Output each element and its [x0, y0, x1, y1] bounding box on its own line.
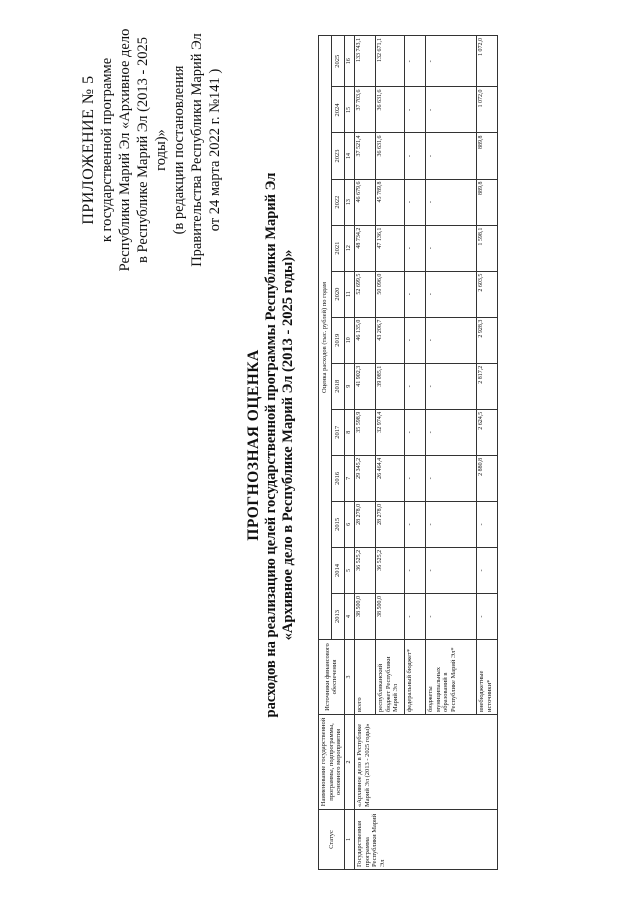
value-cell: 2 603,5 [477, 271, 498, 317]
appendix-line: Республики Марий Эл «Архивное дело [117, 28, 133, 272]
header-estimate: Оценка расходов (тыс. рублей) по годам [319, 36, 332, 640]
value-cell: - [426, 409, 477, 455]
year-header: 2019 [331, 317, 344, 363]
value-cell: 1 072,0 [477, 87, 498, 133]
year-header: 2020 [331, 271, 344, 317]
value-cell: - [426, 271, 477, 317]
value-cell: 2 880,8 [477, 455, 498, 501]
year-header: 2025 [331, 36, 344, 87]
column-number: 8 [344, 409, 355, 455]
year-header: 2013 [331, 593, 344, 639]
column-number: 10 [344, 317, 355, 363]
value-cell: - [426, 179, 477, 225]
value-cell: 36 525,2 [355, 547, 376, 593]
column-number: 1 [344, 810, 355, 870]
value-cell: - [426, 593, 477, 639]
value-cell: - [426, 317, 477, 363]
table-row [355, 36, 376, 870]
column-number: 6 [344, 501, 355, 547]
column-number: 12 [344, 225, 355, 271]
value-cell: 132 671,1 [376, 36, 405, 87]
column-number: 5 [344, 547, 355, 593]
value-cell: 36 525,2 [376, 547, 405, 593]
source-cell: бюджеты муниципальных образований в Республике Марий Эл* [426, 640, 477, 715]
year-header: 2021 [331, 225, 344, 271]
value-cell: - [405, 455, 426, 501]
value-cell: - [477, 593, 498, 639]
year-header: 2024 [331, 87, 344, 133]
value-cell: - [426, 363, 477, 409]
value-cell: 50 096,0 [376, 271, 405, 317]
value-cell: 2 624,5 [477, 409, 498, 455]
value-cell: 1 598,1 [477, 225, 498, 271]
value-cell: - [405, 593, 426, 639]
value-cell: - [405, 225, 426, 271]
appendix-date: от 24 марта 2022 г. №141 ) [207, 68, 223, 232]
value-cell: 41 902,3 [355, 363, 376, 409]
value-cell: - [405, 317, 426, 363]
column-number: 14 [344, 133, 355, 179]
value-cell: 39 085,1 [376, 363, 405, 409]
value-cell: - [477, 547, 498, 593]
title-program: «Архивное дело в Республике Марий Эл (2013 - 2025 годы)» [280, 249, 296, 641]
value-cell: 26 464,4 [376, 455, 405, 501]
value-cell: 38 500,0 [355, 593, 376, 639]
value-cell: - [405, 363, 426, 409]
value-cell: 32 974,4 [376, 409, 405, 455]
column-number: 7 [344, 455, 355, 501]
column-number: 13 [344, 179, 355, 225]
value-cell: 46 135,0 [355, 317, 376, 363]
value-cell: 133 743,1 [355, 36, 376, 87]
year-header: 2023 [331, 133, 344, 179]
value-cell: 36 631,6 [376, 87, 405, 133]
source-cell: внебюджетные источники* [477, 640, 498, 715]
value-cell: 45 789,8 [376, 179, 405, 225]
value-cell: - [405, 501, 426, 547]
source-cell: республиканский бюджет Республики Марий Эл [376, 640, 405, 715]
appendix-block [80, 15, 224, 285]
value-cell: - [426, 225, 477, 271]
value-cell: 29 345,2 [355, 455, 376, 501]
value-cell: 35 598,9 [355, 409, 376, 455]
value-cell: - [405, 179, 426, 225]
value-cell: 36 631,6 [376, 133, 405, 179]
value-cell: 889,8 [477, 179, 498, 225]
year-header: 2018 [331, 363, 344, 409]
status-cell: Государственная программа Республики Марий Эл [355, 810, 498, 870]
appendix-line: к государственной программе [99, 57, 115, 243]
value-cell: - [426, 87, 477, 133]
title-main: ПРОГНОЗНАЯ ОЦЕНКА [245, 349, 262, 541]
column-number: 15 [344, 87, 355, 133]
value-cell: 46 679,6 [355, 179, 376, 225]
header-name: Наименование государственной программы, подпрограммы, основного мероприятия [319, 715, 345, 810]
value-cell: - [405, 409, 426, 455]
estimate-table [318, 35, 498, 870]
value-cell: 47 136,1 [376, 225, 405, 271]
header-status: Статус [319, 810, 345, 870]
source-cell: федеральный бюджет* [405, 640, 426, 715]
year-header: 2014 [331, 547, 344, 593]
value-cell: - [426, 133, 477, 179]
value-cell: - [405, 133, 426, 179]
value-cell: - [426, 501, 477, 547]
value-cell: - [477, 501, 498, 547]
value-cell: 2 928,3 [477, 317, 498, 363]
column-number: 3 [344, 640, 355, 715]
value-cell: 1 072,0 [477, 36, 498, 87]
value-cell: 52 699,5 [355, 271, 376, 317]
title-sub: расходов на реализацию целей государственной программы Республики Марий Эл [263, 172, 279, 718]
appendix-line: Правительства Республики Марий Эл [189, 33, 205, 267]
year-header: 2022 [331, 179, 344, 225]
value-cell: - [405, 36, 426, 87]
column-number: 11 [344, 271, 355, 317]
value-cell: - [405, 547, 426, 593]
program-name-cell: «Архивное дело в Республике Марий Эл (2013 - 2025 годы)» [355, 715, 498, 810]
value-cell: 37 703,6 [355, 87, 376, 133]
appendix-number: ПРИЛОЖЕНИЕ № 5 [80, 75, 97, 225]
column-number: 16 [344, 36, 355, 87]
year-header: 2017 [331, 409, 344, 455]
column-number: 2 [344, 715, 355, 810]
value-cell: 37 521,4 [355, 133, 376, 179]
value-cell: - [405, 87, 426, 133]
value-cell: - [426, 547, 477, 593]
value-cell: 28 278,0 [376, 501, 405, 547]
year-header: 2016 [331, 455, 344, 501]
value-cell: 38 500,0 [376, 593, 405, 639]
document-title [245, 25, 297, 865]
value-cell: 2 817,2 [477, 363, 498, 409]
column-number: 4 [344, 593, 355, 639]
value-cell: - [405, 271, 426, 317]
value-cell: 28 278,0 [355, 501, 376, 547]
value-cell: 889,8 [477, 133, 498, 179]
value-cell: - [426, 36, 477, 87]
value-cell: 48 734,2 [355, 225, 376, 271]
header-source: Источники финансового обеспечения [319, 640, 345, 715]
appendix-line: в Республике Марий Эл (2013 - 2025 годы)» [135, 36, 169, 264]
year-header: 2015 [331, 501, 344, 547]
value-cell: - [426, 455, 477, 501]
value-cell: 43 206,7 [376, 317, 405, 363]
source-cell: всего [355, 640, 376, 715]
appendix-line: (в редакции постановления [171, 65, 187, 235]
column-number: 9 [344, 363, 355, 409]
